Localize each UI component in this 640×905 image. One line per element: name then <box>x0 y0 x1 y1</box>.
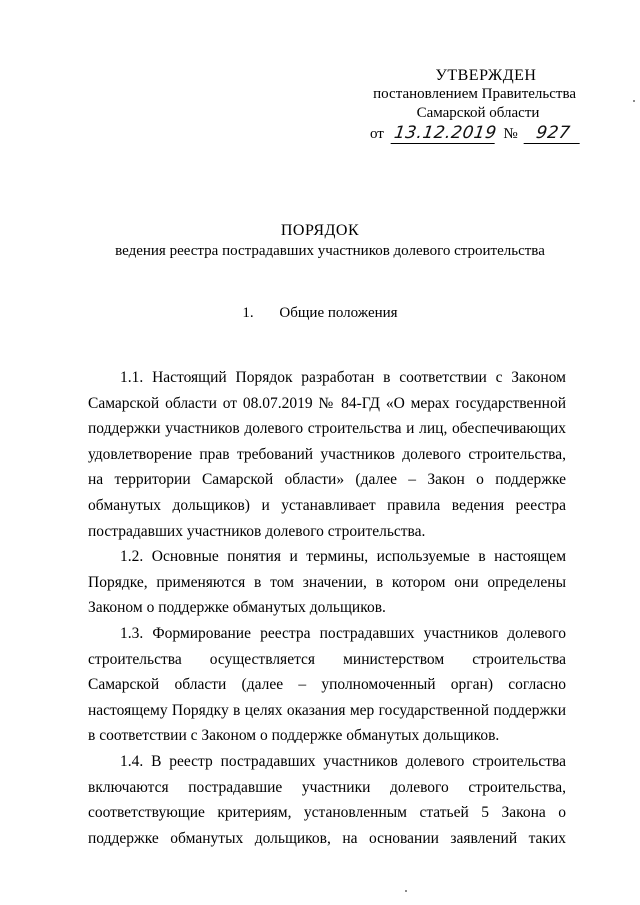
document-title: ПОРЯДОК <box>280 222 360 239</box>
handwritten-date: 13.12.2019 <box>390 124 497 144</box>
number-sign: № <box>503 126 518 142</box>
date-prefix: от <box>370 126 384 142</box>
handwritten-number: 927 <box>524 124 583 144</box>
section-heading <box>0 303 640 323</box>
document-body <box>88 365 566 851</box>
paragraph-1-3: 1.3. Формирование реестра пострадавших участников долевого строительства осуществляется министерством строительства Самарской области (далее – уполномоченный орган) согласно настоящему Порядку в целях оказания мер государственной поддержки в соответствии с Законом о поддержке обманутых дольщиков. <box>88 624 566 745</box>
scan-speck <box>405 890 407 892</box>
paragraph-1-2: 1.2. Основные понятия и термины, используемые в настоящем Порядке, применяются в том значении, в котором они определены Законом о поддержке обманутых дольщиков. <box>88 548 566 617</box>
paragraph-1-4: 1.4. В реестр пострадавших участников долевого строительства включаются пострадавшие участники долевого строительства, соответствующие критериям, установленным статьей 5 Закона о поддержке обманутых дольщиков, на основании заявлений таких <box>88 752 566 847</box>
section-title: Общие положения <box>279 305 398 321</box>
approval-block <box>364 66 584 144</box>
approval-issuer: постановлением Правительства <box>373 86 576 102</box>
section-number: 1. <box>242 305 254 321</box>
document-subtitle: ведения реестра пострадавших участников долевого строительства <box>115 243 545 259</box>
approval-region: Самарской области <box>416 105 540 121</box>
scan-speck <box>633 100 635 102</box>
approval-stamp: УТВЕРЖДЕН <box>435 67 537 84</box>
approval-date-line <box>370 124 584 144</box>
paragraph-1-1: 1.1. Настоящий Порядок разработан в соответствии с Законом Самарской области от 08.07.2019 № 84-ГД «О мерах государственной поддержки участников долевого строительства и лиц, обеспечивающих удовлетворение прав требований участников долевого строительства, на территории Самарской области» (далее – Закон о поддержке обманутых дольщиков) и устанавливает правила ведения реестра пострадавших участников долевого строительства. <box>88 369 566 540</box>
